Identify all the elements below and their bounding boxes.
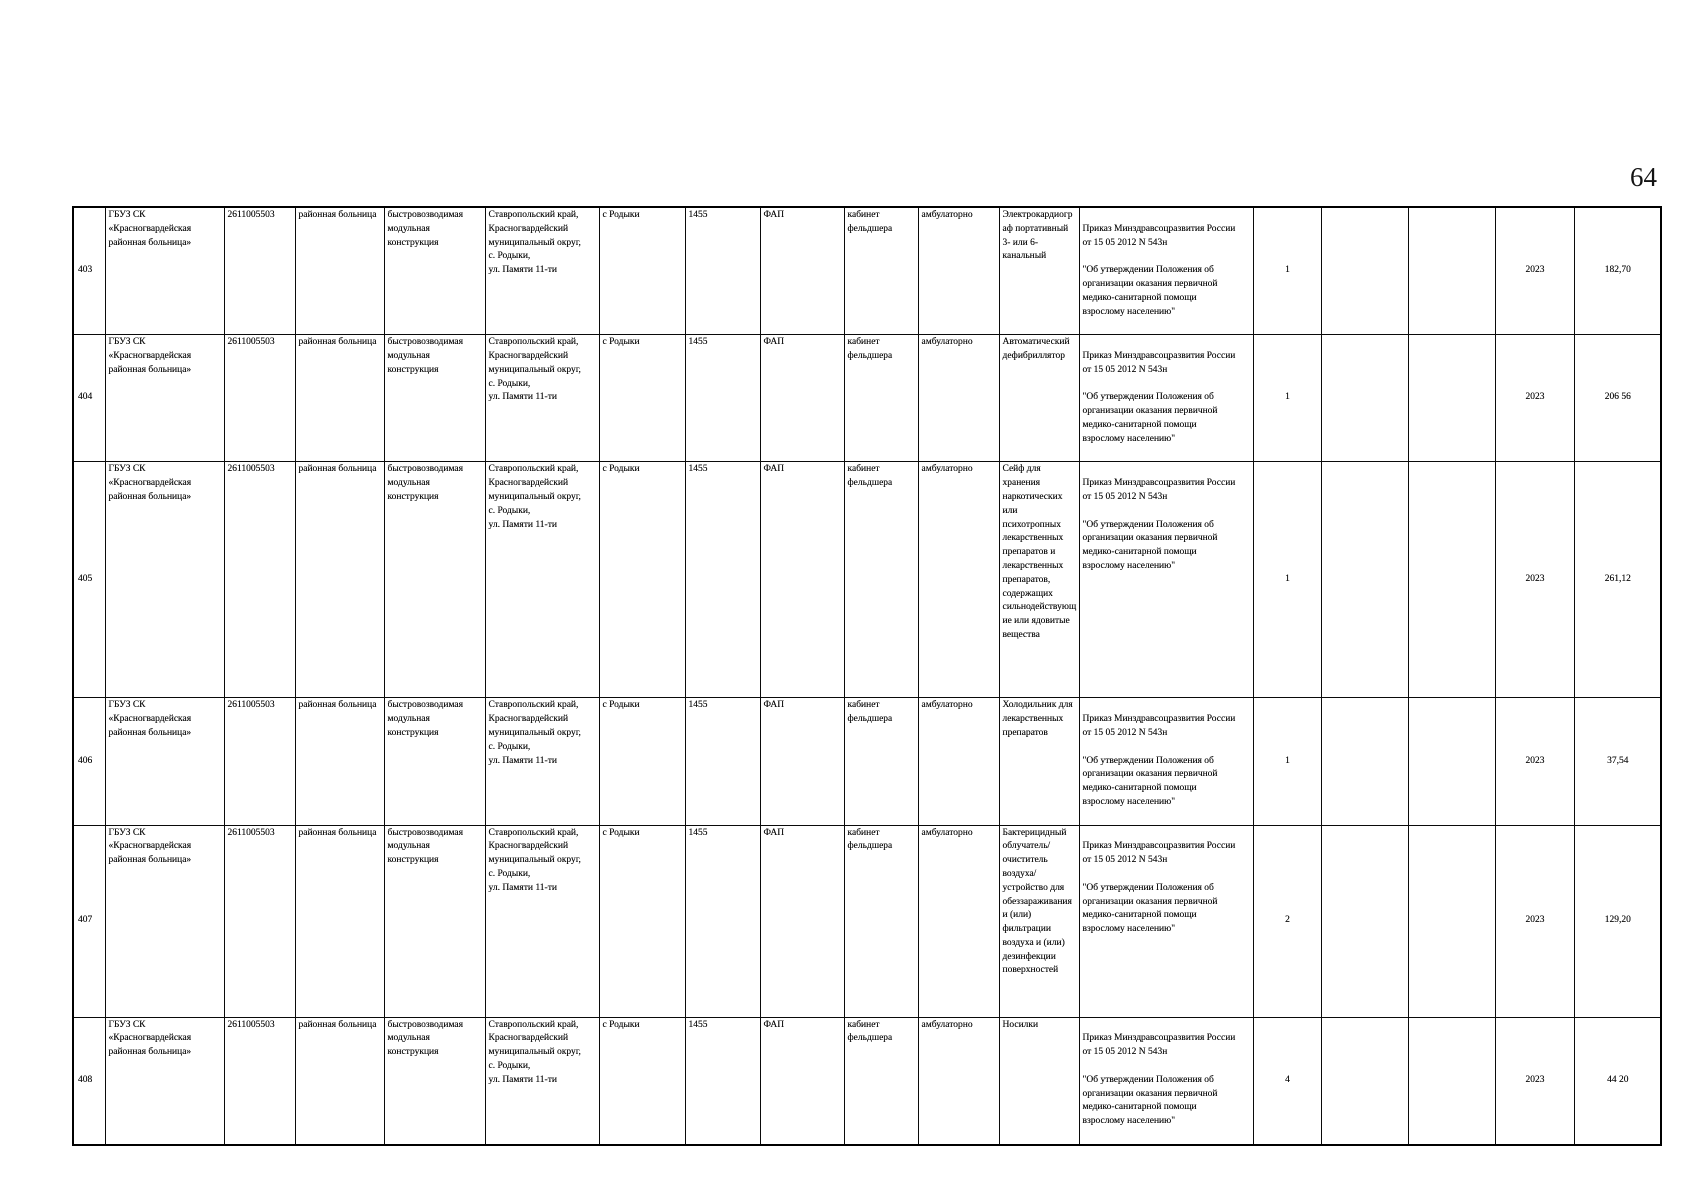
price: 261,12	[1574, 462, 1661, 698]
order-name: "Об утверждении Положения об организации оказания первичной медико-санитарной помощи взрослому населению"	[1082, 392, 1218, 444]
inn: 2611005503	[224, 698, 295, 825]
order-title: Приказ Минздравсоцразвития России от 15 05 2012 N 543н	[1082, 478, 1236, 502]
year: 2023	[1495, 698, 1574, 825]
empty-cell	[1408, 335, 1495, 462]
price: 182,70	[1574, 207, 1661, 335]
room-name: кабинет фельдшера	[844, 207, 918, 335]
equipment-name: Автоматический дефибриллятор	[999, 335, 1079, 462]
price: 129,20	[1574, 825, 1661, 1017]
year: 2023	[1495, 207, 1574, 335]
unit-type: ФАП	[760, 462, 844, 698]
order-reference	[1079, 825, 1253, 1017]
year: 2023	[1495, 1017, 1574, 1145]
locality: с Родыки	[599, 462, 685, 698]
row-number: 408	[73, 1017, 105, 1145]
row-number: 404	[73, 335, 105, 462]
empty-cell	[1408, 462, 1495, 698]
row-number: 405	[73, 462, 105, 698]
locality: с Родыки	[599, 207, 685, 335]
order-reference	[1079, 698, 1253, 825]
year: 2023	[1495, 825, 1574, 1017]
room-name: кабинет фельдшера	[844, 335, 918, 462]
empty-cell	[1321, 207, 1408, 335]
equipment-name: Сейф для хранения наркотических или психотропных лекарственных препаратов и лекарственных препаратов, содержащих сильнодействующие или ядовитые вещества	[999, 462, 1079, 698]
inn: 2611005503	[224, 462, 295, 698]
inn: 2611005503	[224, 207, 295, 335]
inn: 2611005503	[224, 825, 295, 1017]
order-reference	[1079, 462, 1253, 698]
organization-type: районная больница	[295, 825, 384, 1017]
address: Ставропольский край, Красногвардейский муниципальный округ, с. Родыки, ул. Памяти 11-ти	[485, 462, 599, 698]
address: Ставропольский край, Красногвардейский муниципальный округ, с. Родыки, ул. Памяти 11-ти	[485, 335, 599, 462]
room-name: кабинет фельдшера	[844, 462, 918, 698]
organization-type: районная больница	[295, 335, 384, 462]
care-form: амбулаторно	[918, 462, 999, 698]
order-reference	[1079, 207, 1253, 335]
equipment-name: Электрокардиограф портативный 3- или 6-канальный	[999, 207, 1079, 335]
organization-type: районная больница	[295, 207, 384, 335]
care-form: амбулаторно	[918, 1017, 999, 1145]
order-reference	[1079, 1017, 1253, 1145]
equipment-name: Холодильник для лекарственных препаратов	[999, 698, 1079, 825]
locality: с Родыки	[599, 335, 685, 462]
year: 2023	[1495, 462, 1574, 698]
empty-cell	[1321, 335, 1408, 462]
locality-code: 1455	[685, 335, 760, 462]
care-form: амбулаторно	[918, 698, 999, 825]
order-name: "Об утверждении Положения об организации оказания первичной медико-санитарной помощи взрослому населению"	[1082, 1074, 1218, 1127]
unit-type: ФАП	[760, 825, 844, 1017]
quantity: 4	[1253, 1017, 1321, 1145]
order-title: Приказ Минздравсоцразвития России от 15 05 2012 N 543н	[1082, 223, 1236, 248]
room-name: кабинет фельдшера	[844, 698, 918, 825]
organization-type: районная больница	[295, 698, 384, 825]
table-row	[73, 698, 1661, 825]
building-type: быстровозводимая модульная конструкция	[384, 462, 485, 698]
care-form: амбулаторно	[918, 207, 999, 335]
empty-cell	[1408, 207, 1495, 335]
empty-cell	[1321, 462, 1408, 698]
building-type: быстровозводимая модульная конструкция	[384, 825, 485, 1017]
building-type: быстровозводимая модульная конструкция	[384, 698, 485, 825]
table-row	[73, 335, 1661, 462]
price: 44 20	[1574, 1017, 1661, 1145]
inn: 2611005503	[224, 335, 295, 462]
organization-name: ГБУЗ СК «Красногвардейская районная больница»	[105, 1017, 224, 1145]
order-name: "Об утверждении Положения об организации оказания первичной медико-санитарной помощи взрослому населению"	[1082, 519, 1218, 571]
address: Ставропольский край, Красногвардейский муниципальный округ, с. Родыки, ул. Памяти 11-ти	[485, 207, 599, 335]
order-title: Приказ Минздравсоцразвития России от 15 05 2012 N 543н	[1082, 350, 1236, 375]
empty-cell	[1321, 1017, 1408, 1145]
building-type: быстровозводимая модульная конструкция	[384, 1017, 485, 1145]
table-row	[73, 462, 1661, 698]
unit-type: ФАП	[760, 1017, 844, 1145]
organization-name: ГБУЗ СК «Красногвардейская районная больница»	[105, 335, 224, 462]
organization-name: ГБУЗ СК «Красногвардейская районная больница»	[105, 207, 224, 335]
unit-type: ФАП	[760, 207, 844, 335]
price: 206 56	[1574, 335, 1661, 462]
empty-cell	[1321, 698, 1408, 825]
equipment-name: Носилки	[999, 1017, 1079, 1145]
organization-name: ГБУЗ СК «Красногвардейская районная больница»	[105, 825, 224, 1017]
unit-type: ФАП	[760, 698, 844, 825]
equipment-table	[72, 206, 1662, 1146]
unit-type: ФАП	[760, 335, 844, 462]
quantity: 1	[1253, 207, 1321, 335]
room-name: кабинет фельдшера	[844, 1017, 918, 1145]
table-row	[73, 825, 1661, 1017]
locality-code: 1455	[685, 825, 760, 1017]
order-reference	[1079, 335, 1253, 462]
page-number: 64	[1630, 162, 1657, 192]
order-name: "Об утверждении Положения об организации оказания первичной медико-санитарной помощи взрослому населению"	[1082, 882, 1218, 935]
table-row	[73, 1017, 1661, 1145]
building-type: быстровозводимая модульная конструкция	[384, 207, 485, 335]
quantity: 1	[1253, 698, 1321, 825]
care-form: амбулаторно	[918, 335, 999, 462]
locality: с Родыки	[599, 825, 685, 1017]
empty-cell	[1408, 825, 1495, 1017]
address: Ставропольский край, Красногвардейский муниципальный округ, с. Родыки, ул. Памяти 11-ти	[485, 825, 599, 1017]
empty-cell	[1408, 698, 1495, 825]
row-number: 406	[73, 698, 105, 825]
equipment-name: Бактерицидный облучатель/очиститель воздуха/устройство для обеззараживания и (или) фильтрации воздуха и (или) дезинфекции поверхностей	[999, 825, 1079, 1017]
locality-code: 1455	[685, 1017, 760, 1145]
order-name: "Об утверждении Положения об организации оказания первичной медико-санитарной помощи взрослому населению"	[1082, 755, 1218, 807]
locality-code: 1455	[685, 462, 760, 698]
inn: 2611005503	[224, 1017, 295, 1145]
order-name: "Об утверждении Положения об организации оказания первичной медико-санитарной помощи взрослому населению"	[1082, 265, 1218, 317]
address: Ставропольский край, Красногвардейский муниципальный округ, с. Родыки, ул. Памяти 11-ти	[485, 698, 599, 825]
organization-type: районная больница	[295, 462, 384, 698]
order-title: Приказ Минздравсоцразвития России от 15 05 2012 N 543н	[1082, 714, 1236, 738]
locality: с Родыки	[599, 1017, 685, 1145]
organization-type: районная больница	[295, 1017, 384, 1145]
locality-code: 1455	[685, 207, 760, 335]
order-title: Приказ Минздравсоцразвития России от 15 05 2012 N 543н	[1082, 1033, 1236, 1058]
organization-name: ГБУЗ СК «Красногвардейская районная больница»	[105, 462, 224, 698]
locality: с Родыки	[599, 698, 685, 825]
quantity: 2	[1253, 825, 1321, 1017]
table-row	[73, 207, 1661, 335]
empty-cell	[1321, 825, 1408, 1017]
empty-cell	[1408, 1017, 1495, 1145]
order-title: Приказ Минздравсоцразвития России от 15 05 2012 N 543н	[1082, 841, 1236, 866]
year: 2023	[1495, 335, 1574, 462]
organization-name: ГБУЗ СК «Красногвардейская районная больница»	[105, 698, 224, 825]
locality-code: 1455	[685, 698, 760, 825]
row-number: 403	[73, 207, 105, 335]
room-name: кабинет фельдшера	[844, 825, 918, 1017]
row-number: 407	[73, 825, 105, 1017]
address: Ставропольский край, Красногвардейский муниципальный округ, с. Родыки, ул. Памяти 11-ти	[485, 1017, 599, 1145]
care-form: амбулаторно	[918, 825, 999, 1017]
quantity: 1	[1253, 462, 1321, 698]
building-type: быстровозводимая модульная конструкция	[384, 335, 485, 462]
quantity: 1	[1253, 335, 1321, 462]
price: 37,54	[1574, 698, 1661, 825]
